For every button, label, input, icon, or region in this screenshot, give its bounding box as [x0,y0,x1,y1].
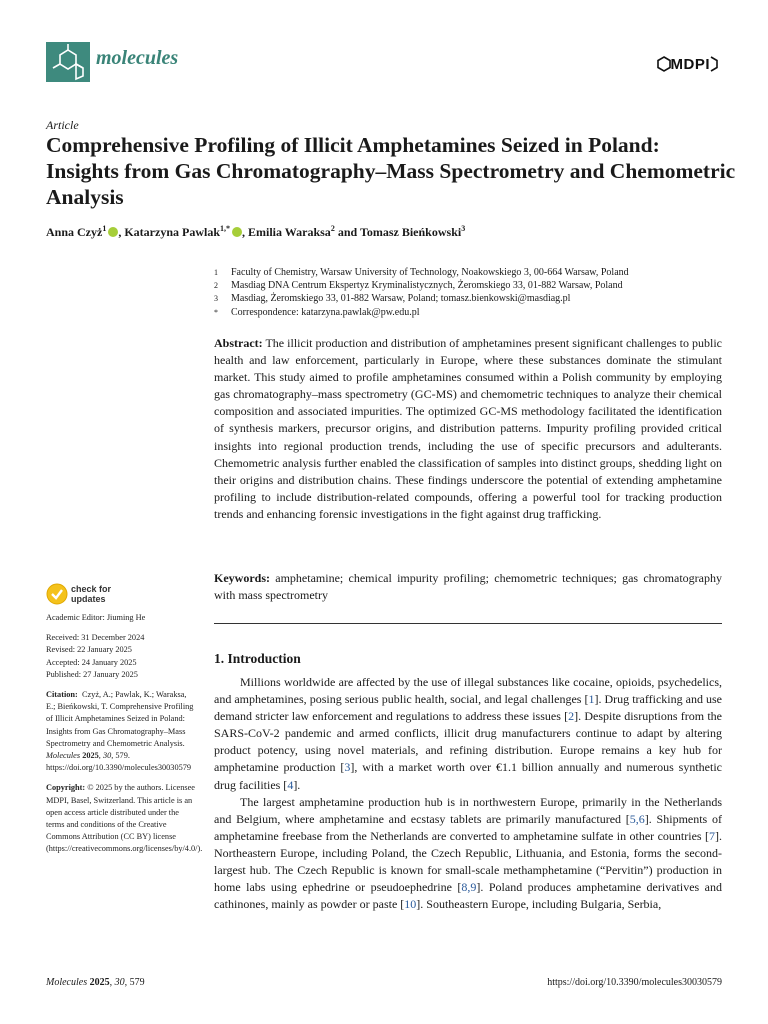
introduction-body [214,674,722,913]
reference-link[interactable]: 7 [709,828,715,843]
author-list: Anna Czyż$^1$ , Katarzyna Pawlak$^{1,*}$ , Emilia Waraksa$^2$ and Tomasz Bieńkowski$^3$ [46,224,466,239]
journal-name[interactable]: molecules [96,47,179,69]
accepted-date: Accepted: 24 January 2025 [46,657,137,667]
revised-date: Revised: 22 January 2025 [46,645,132,655]
citation: Citation: Czyż, A.; Pawlak, K.; Waraksa, E.; Bieńkowski, T. Comprehensive Profiling of Illicit Amphetamines Seized in Poland: Insights from Gas Chromatography–Mass Spectrometry and Chemometric Analysis. Molecules 2025, 30, 579. https://doi.org/10.3390/molecules30030579 [46,689,196,774]
author[interactable]: Anna Czyż$^1$ [46,225,118,239]
abstract-label: Abstract: [214,336,263,350]
keywords-text: amphetamine; chemical impurity profiling; chemometric techniques; gas chromatography with mass spectrometry [214,571,722,603]
article-title: Comprehensive Profiling of Illicit Amphetamines Seized in Poland: Insights from Gas Chromatography–Mass Spectrometry and Chemometric Analysis [46,133,736,209]
keywords [214,570,722,604]
mdpi-bracket-icon [710,56,718,72]
publisher-logo[interactable] [657,49,719,79]
article-sidebar [46,612,203,856]
author[interactable]: Emilia Waraksa$^2$ [248,224,335,239]
orcid-icon[interactable] [232,227,242,237]
check-updates-line1: check for [71,584,112,594]
reference-link[interactable]: 4 [287,777,294,792]
copyright: Copyright: © 2025 by the authors. Licensee MDPI, Basel, Switzerland. This article is an open access article distributed under the terms and conditions of the Creative Commons Attribution (CC BY) license (https://creativecommons.org/licenses/by/4.0/). [46,783,203,854]
affiliation-row: 1 Faculty of Chemistry, Warsaw University of Technology, Noakowskiego 3, 00-664 Warsaw, Poland [214,267,629,278]
article-type: Article [46,118,79,132]
section-heading: 1. Introduction [214,651,301,666]
section-divider [214,623,722,624]
paragraph: Millions worldwide are affected by the use of illegal substances like cocaine, opioids, psychedelics, and amphetamines, posing serious public health, social, and legal challenges [1]. Drug trafficking and use demand stricter law enforcement and regulations to address these issues [2]. Despite disruptions from the SARS-CoV-2 pandemic and armed conflicts, illicit drug manufacturers continue to adapt by altering product potency, using novel materials, and refining distribution. Europe remains a key hub for amphetamine production [3], with a market worth over €1.1 billion annually and numerous synthetic drug facilities [4]. [214,675,722,792]
affiliation-row: 2 Masdiag DNA Centrum Ekspertyz Kryminalistycznych, Żeromskiego 33, 01-882 Warsaw, Poland [214,280,623,292]
journal-logo-icon [46,42,90,82]
footer-doi-link[interactable]: https://doi.org/10.3390/molecules30030579 [547,977,722,988]
reference-link[interactable]: 1 [588,692,595,707]
published-date: Published: 27 January 2025 [46,669,138,679]
affiliations [214,266,714,319]
publisher-name: MDPI [670,55,710,73]
paragraph: The largest amphetamine production hub is in northwestern Europe, primarily in the Netherlands and Belgium, where amphetamine and ecstasy tablets are primarily manufactured [5,6]. Shipments of amphetamine freebase from the Netherlands are converted to amphetamine sulfate in other countries [7]. Northeastern Europe, including Poland, the Czech Republic, Lithuania, and Estonia, forms the second-largest hub. The Czech Republic is known for small-scale methamphetamine (“Pervitin”) production in home labs using ephedrine or pseudoephedrine [8,9]. Poland produces amphetamine derivatives and cathinones, mainly as powder or paste [10]. Southeastern Europe, including Bulgaria, Serbia, [214,794,722,912]
footer-citation: Molecules 2025, 30, 579 [46,977,145,988]
author[interactable]: Katarzyna Pawlak$^{1,*}$ [124,225,242,239]
citation-doi-link[interactable]: https://doi.org/10.3390/molecules30030579 [46,763,192,773]
reference-link[interactable]: 5,6 [629,811,645,826]
reference-link[interactable]: 2 [568,709,575,724]
orcid-icon[interactable] [108,227,118,237]
check-updates-icon [46,583,68,605]
reference-link[interactable]: 10 [404,897,417,912]
received-date: Received: 31 December 2024 [46,633,145,643]
abstract-text: The illicit production and distribution of amphetamines present significant challenges to public health and law enforcement, particularly in Europe, where these substances dominate the stimulant market. This study aimed to profile amphetamines consumed within a Polish community by employing gas chromatography–mass spectrometry (GC-MS) and chemometric techniques to analyze their chemical composition and associated impurities. The optimized GC-MS methodology facilitated the identification of synthesis markers, precursor origins, and distribution patterns. Impurity profiling provided critical insights into regional production trends, including the use of specific precursors and adulterants. Chemometric analysis further enabled the classification of samples into distinct groups, shedding light on their origins and distribution chains. These findings underscore the potential of extending amphetamine profiling to include distribution-related compounds, offering a powerful tool for tracking production trends and enhancing forensic investigations in the fight against drug trafficking. [214,336,722,521]
reference-link[interactable]: 8,9 [461,880,477,895]
affiliation-row: 3 Masdiag, Żeromskiego 33, 01-882 Warsaw, Poland; tomasz.bienkowski@masdiag.pl [214,293,571,305]
correspondence-row: * Correspondence: katarzyna.pawlak@pw.edu.pl [214,306,420,318]
author[interactable]: Tomasz Bieńkowski$^3$ [359,224,466,239]
academic-editor: Academic Editor: Jiuming He [46,613,146,622]
check-updates-line2: updates [71,594,106,604]
keywords-label: Keywords: [214,571,270,585]
reference-link[interactable]: 3 [344,760,351,775]
abstract [214,335,722,523]
check-for-updates-button[interactable] [46,583,111,605]
mdpi-hexagon-icon [657,56,671,72]
